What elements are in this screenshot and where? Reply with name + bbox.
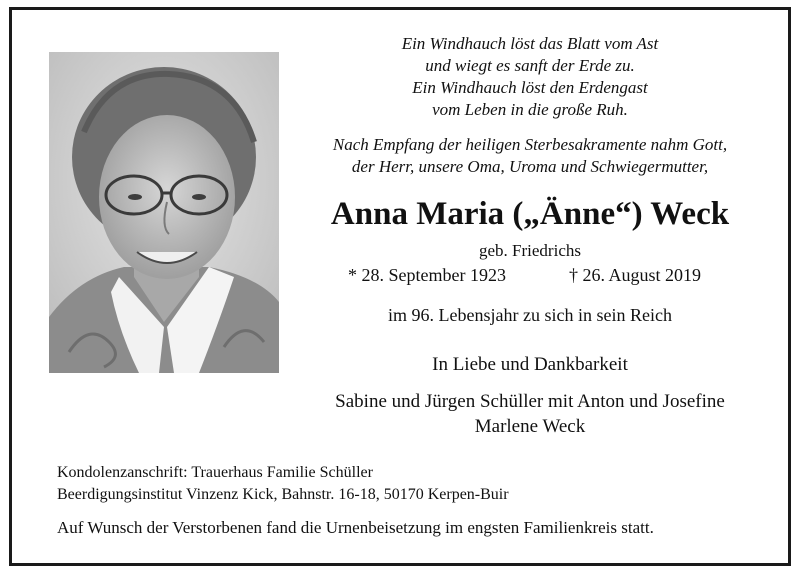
death-date: † 26. August 2019	[569, 265, 702, 285]
family-line: Sabine und Jürgen Schüller mit Anton und Josefine	[335, 391, 725, 412]
intro-text	[290, 134, 770, 178]
maiden-name: geb. Friedrichs	[479, 241, 581, 260]
age-line: im 96. Lebensjahr zu sich in sein Reich	[388, 305, 672, 325]
family-names	[270, 389, 790, 439]
poem-line: vom Leben in die große Ruh.	[432, 100, 628, 119]
intro-line: Nach Empfang der heiligen Sterbesakramente nahm Gott,	[332, 135, 728, 154]
undertaker-address: Beerdigungsinstitut Vinzenz Kick, Bahnstr. 16-18, 50170 Kerpen-Buir	[57, 486, 509, 503]
portrait-photo	[49, 52, 279, 373]
condolence-address: Kondolenzanschrift: Trauerhaus Familie Schüller	[57, 464, 373, 481]
poem	[290, 33, 770, 121]
burial-notice: Auf Wunsch der Verstorbenen fand die Urnenbeisetzung im engsten Familienkreis statt.	[57, 518, 654, 537]
poem-line: Ein Windhauch löst den Erdengast	[412, 78, 648, 97]
poem-line: und wiegt es sanft der Erde zu.	[425, 56, 635, 75]
life-dates	[290, 263, 770, 287]
birth-date: * 28. September 1923	[348, 265, 506, 285]
portrait-illustration	[49, 52, 279, 373]
deceased-name: Anna Maria („Änne“) Weck	[330, 196, 730, 232]
gratitude-line: In Liebe und Dankbarkeit	[432, 354, 628, 375]
family-line: Marlene Weck	[474, 416, 586, 437]
poem-line: Ein Windhauch löst das Blatt vom Ast	[401, 34, 659, 53]
intro-line: der Herr, unsere Oma, Uroma und Schwiegermutter,	[351, 157, 709, 176]
